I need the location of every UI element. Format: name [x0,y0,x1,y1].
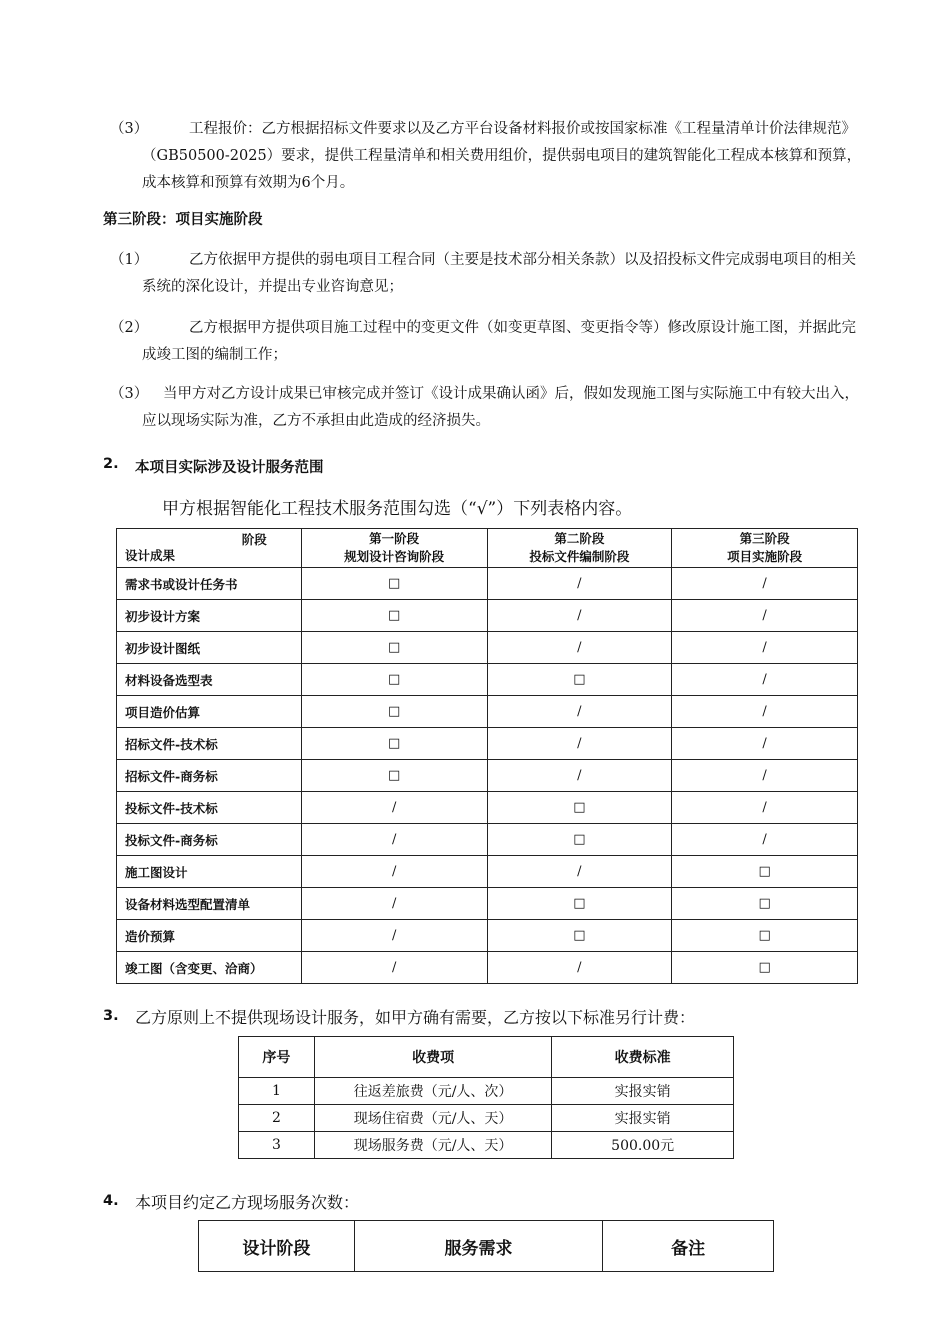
not-applicable-cell: / [301,920,487,952]
not-applicable-cell: / [672,568,858,600]
not-applicable-cell: / [301,888,487,920]
checkbox-cell[interactable]: □ [672,952,858,984]
stage3-item-1 [105,247,870,301]
table-row [117,920,858,952]
not-applicable-cell: / [672,664,858,696]
not-applicable-cell: / [672,632,858,664]
table-row [239,1105,734,1132]
checkbox-cell[interactable]: □ [672,856,858,888]
deliverable-label: 项目造价估算 [117,696,302,728]
not-applicable-cell: / [487,760,672,792]
deliverable-label: 招标文件-技术标 [117,728,302,760]
fee-item: 现场住宿费（元/人、天） [314,1105,551,1132]
not-applicable-cell: / [487,568,672,600]
clause-number: （1） [110,252,149,268]
header-seq: 序号 [239,1037,315,1078]
table-row [117,760,858,792]
section-title: 乙方原则上不提供现场设计服务，如甲方确有需要，乙方按以下标准另行计费： [135,1008,696,1027]
section-2-intro: 甲方根据智能化工程技术服务范围勾选（“√”）下列表格内容。 [162,499,633,519]
not-applicable-cell: / [487,952,672,984]
corner-bottom-label: 设计成果 [125,548,176,563]
section-number: 2. [103,456,119,472]
checkbox-cell[interactable]: □ [301,568,487,600]
not-applicable-cell: / [487,632,672,664]
not-applicable-cell: / [301,856,487,888]
quote-clause [105,116,870,197]
not-applicable-cell: / [301,824,487,856]
clause-number: （3） [110,386,149,402]
not-applicable-cell: / [301,952,487,984]
fee-standard: 500.00元 [552,1132,734,1159]
not-applicable-cell: / [487,600,672,632]
deliverable-label: 需求书或设计任务书 [117,568,302,600]
stage-2-header: 第二阶段 投标文件编制阶段 [487,529,672,568]
not-applicable-cell: / [672,792,858,824]
fee-seq: 3 [239,1132,315,1159]
deliverable-label: 竣工图（含变更、洽商） [117,952,302,984]
table-header-row [199,1221,774,1272]
stage3-item-2 [105,315,870,369]
not-applicable-cell: / [301,792,487,824]
checkbox-cell[interactable]: □ [672,920,858,952]
table-row [117,600,858,632]
table-row [239,1132,734,1159]
table-row [117,952,858,984]
checkbox-cell[interactable]: □ [301,664,487,696]
header-standard: 收费标准 [552,1037,734,1078]
table-row [117,632,858,664]
checkbox-cell[interactable]: □ [487,888,672,920]
fee-standard: 实报实销 [552,1105,734,1132]
corner-header [117,529,302,568]
not-applicable-cell: / [672,728,858,760]
table-header-row [117,529,858,568]
not-applicable-cell: / [672,760,858,792]
checkbox-cell[interactable]: □ [301,728,487,760]
clause-text: 工程报价：乙方根据招标文件要求以及乙方平台设备材料报价或按国家标准《工程量清单计价法律规范》（GB50500-2025）要求，提供工程量清单和相关费用组价，提供弱电项目的建筑智能化工程成本核算和预算，成本核算和预算有效期为6个月。 [142,121,862,191]
stage3-item-3 [105,381,870,435]
header-remarks: 备注 [603,1221,774,1272]
table-row [117,824,858,856]
checkbox-cell[interactable]: □ [301,632,487,664]
checkbox-cell[interactable]: □ [301,696,487,728]
checkbox-cell[interactable]: □ [301,600,487,632]
deliverable-label: 招标文件-商务标 [117,760,302,792]
stage-3-header: 第三阶段 项目实施阶段 [672,529,858,568]
fee-seq: 2 [239,1105,315,1132]
deliverable-label: 投标文件-商务标 [117,824,302,856]
not-applicable-cell: / [672,696,858,728]
clause-text: 乙方依据甲方提供的弱电项目工程合同（主要是技术部分相关条款）以及招投标文件完成弱电项目的相关系统的深化设计，并提出专业咨询意见； [142,252,856,295]
not-applicable-cell: / [487,856,672,888]
clause-text: 当甲方对乙方设计成果已审核完成并签订《设计成果确认函》后，假如发现施工图与实际施工中有较大出入，应以现场实际为准，乙方不承担由此造成的经济损失。 [142,386,859,429]
fee-item: 往返差旅费（元/人、次） [314,1078,551,1105]
design-scope-table [116,528,858,984]
table-row [117,664,858,696]
clause-number: （2） [110,320,149,336]
deliverable-label: 施工图设计 [117,856,302,888]
deliverable-label: 造价预算 [117,920,302,952]
checkbox-cell[interactable]: □ [672,888,858,920]
header-service-need: 服务需求 [354,1221,603,1272]
section-title: 本项目约定乙方现场服务次数： [135,1193,360,1212]
stage3-heading: 第三阶段：项目实施阶段 [103,212,263,228]
section-2-heading [103,456,324,476]
checkbox-cell[interactable]: □ [487,664,672,696]
fee-standard: 实报实销 [552,1078,734,1105]
deliverable-label: 材料设备选型表 [117,664,302,696]
stage-1-header: 第一阶段 规划设计咨询阶段 [301,529,487,568]
checkbox-cell[interactable]: □ [487,792,672,824]
deliverable-label: 设备材料选型配置清单 [117,888,302,920]
section-title: 本项目实际涉及设计服务范围 [135,460,324,476]
not-applicable-cell: / [672,824,858,856]
checkbox-cell[interactable]: □ [487,920,672,952]
table-row [117,728,858,760]
not-applicable-cell: / [672,600,858,632]
not-applicable-cell: / [487,728,672,760]
header-item: 收费项 [314,1037,551,1078]
table-row [117,696,858,728]
checkbox-cell[interactable]: □ [487,824,672,856]
section-number: 3. [103,1008,119,1024]
table-row [117,888,858,920]
onsite-service-table [198,1220,774,1272]
section-4-heading [103,1190,360,1212]
fee-item: 现场服务费（元/人、天） [314,1132,551,1159]
section-number: 4. [103,1193,119,1209]
deliverable-label: 投标文件-技术标 [117,792,302,824]
deliverable-label: 初步设计方案 [117,600,302,632]
table-header-row [239,1037,734,1078]
table-row [117,568,858,600]
clause-text: 乙方根据甲方提供项目施工过程中的变更文件（如变更草图、变更指令等）修改原设计施工图，并据此完成竣工图的编制工作； [142,320,856,363]
not-applicable-cell: / [487,696,672,728]
header-design-stage: 设计阶段 [199,1221,355,1272]
checkbox-cell[interactable]: □ [301,760,487,792]
clause-number: （3） [110,121,149,137]
deliverable-label: 初步设计图纸 [117,632,302,664]
corner-top-label: 阶段 [241,532,267,547]
table-row [117,792,858,824]
section-3-heading [103,1005,696,1027]
table-row [239,1078,734,1105]
table-row [117,856,858,888]
fee-seq: 1 [239,1078,315,1105]
fee-table [238,1036,734,1159]
